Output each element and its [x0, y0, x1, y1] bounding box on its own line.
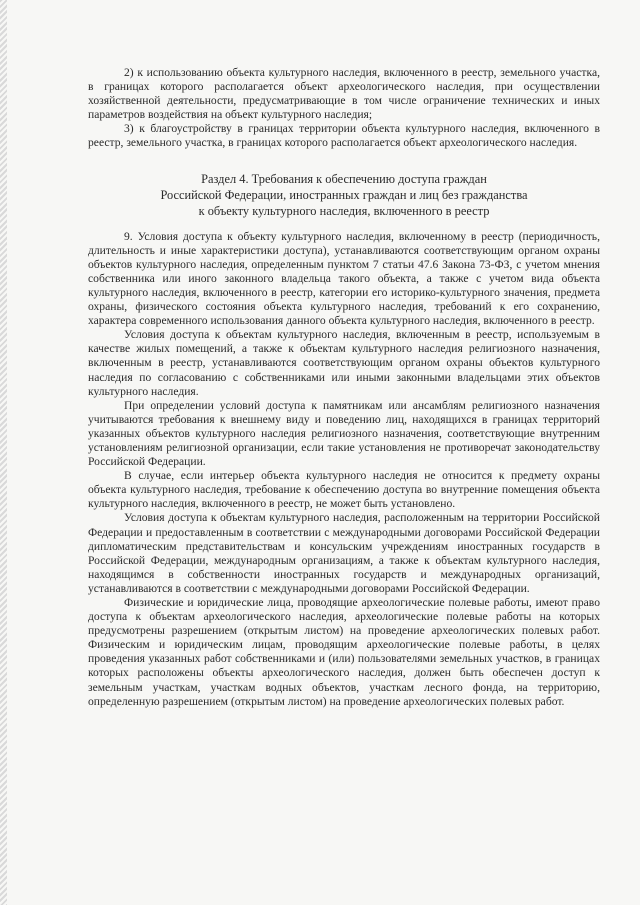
section-heading — [88, 171, 600, 219]
paragraph-residential-religious-access: Условия доступа к объектам культурного наследия, включенным в реестр, используемым в качестве жилых помещений, а также к объектам культурного наследия религиозного назначения, включенным в реестр, устанавливаются соответствующим органом охраны объектов культурного наследия по согласованию с собственниками или иными законными владельцами этих объектов культурного наследия. — [88, 328, 600, 398]
paragraph-religious-requirements: При определении условий доступа к памятникам или ансамблям религиозного назначения учитываются требования к внешнему виду и поведению лиц, находящихся в границах территорий указанных объектов культурного наследия религиозного назначения, соответствующие внутренним установлениям религиозной организации, если такие установления не противоречат законодательству Российской Федерации. — [88, 398, 600, 469]
paragraph-interior: В случае, если интерьер объекта культурного наследия не относится к предмету охраны объекта культурного наследия, требование к обеспечению доступа во внутренние помещения объекта культурного наследия, включенного в реестр, не может быть установлено. — [88, 469, 600, 511]
paragraph-9: 9. Условия доступа к объекту культурного наследия, включенному в реестр (периодичность, длительность и иные характеристики доступа), устанавливаются соответствующим органом охраны объектов культурного наследия, определенным пунктом 7 статьи 47.6 Закона 73-ФЗ, с учетом мнения собственника или иного законного владельца такого объекта, а также с учетом вида объекта культурного наследия, включенного в реестр, категории его историко-культурного значения, предмета охраны, физического состояния объекта культурного наследия, требований к его сохранению, характера современного использования данного объекта культурного наследия, включенного в реестр. — [88, 229, 600, 328]
paragraph-diplomatic-objects: Условия доступа к объектам культурного наследия, расположенным на территории Российской Федерации и предоставленным в соответствии с международными договорами Российской Федерации дипломатическим представительствам и консульским учреждениям иностранных государств в Российской Федерации, международным организациям, а также к объектам культурного наследия, находящимся в собственности иностранных государств и международных организаций, устанавливаются в соответствии с международными договорами Российской Федерации. — [88, 511, 600, 595]
list-item-2: 2) к использованию объекта культурного наследия, включенного в реестр, земельного участка, в границах которого располагается объект археологического наследия, при осуществлении хозяйственной деятельности, предусматривающие в том числе ограничение технических и иных параметров воздействия на объект культурного наследия; — [88, 66, 600, 122]
list-item-3: 3) к благоустройству в границах территории объекта культурного наследия, включенного в реестр, земельного участка, в границах которого располагается объект археологического наследия. — [88, 122, 600, 150]
scan-edge-artifact — [0, 0, 7, 905]
section-heading-line-3: к объекту культурного наследия, включенного в реестр — [198, 203, 490, 218]
section-heading-line-1: Раздел 4. Требования к обеспечению доступа граждан — [201, 171, 487, 186]
document-page — [88, 66, 600, 709]
paragraph-archaeological-works: Физические и юридические лица, проводящие археологические полевые работы, имеют право доступа к объектам археологического наследия, археологические полевые работы на которых предусмотрены разрешением (открытым листом) на проведение археологических полевых работ. Физическим и юридическим лицам, проводящим археологические полевые работы, в целях проведения указанных работ собственниками и (или) пользователями земельных участков, в границах которых расположены объекты археологического наследия, должен быть обеспечен доступ к земельным участкам, участкам водных объектов, участкам лесного фонда, на территорию, определенную разрешением (открытым листом) на проведение археологических полевых работ. — [88, 596, 600, 708]
section-heading-line-2: Российской Федерации, иностранных граждан и лиц без гражданства — [160, 187, 528, 202]
